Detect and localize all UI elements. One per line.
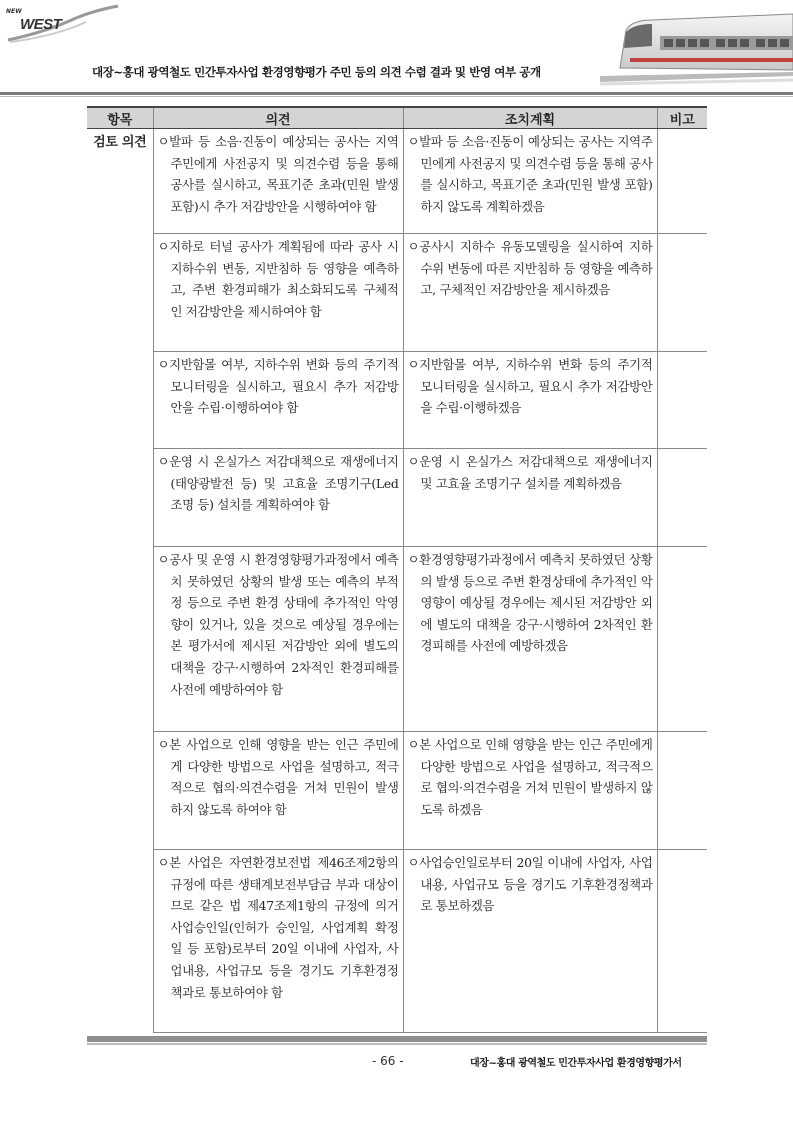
table-row: [87, 449, 707, 547]
table-row: [87, 850, 707, 1033]
plan-cell: ㅇ발파 등 소음·진동이 예상되는 공사는 지역주민에게 사전공지 및 의견수렴 등을 통해 공사를 실시하고, 목표기준 초과(민원 발생 포함)하지 않도록 계획하겠음: [403, 129, 657, 234]
document-title: 대장~홍대 광역철도 민간투자사업 환경영향평가 주민 등의 의견 수렴 결과 및 반영 여부 공개: [92, 65, 541, 79]
plan-cell: ㅇ환경영향평가과정에서 예측치 못하였던 상황의 발생 등으로 주변 환경상태에 추가적인 악영향이 예상될 경우에는 제시된 저감방안 외에 별도의 대책을 강구·시행하여 2차적인 환경피해를 사전에 예방하겠음: [403, 547, 657, 732]
train-icon: [600, 6, 793, 94]
opinion-cell: ㅇ운영 시 온실가스 저감대책으로 재생에너지(태양광발전 등) 및 고효율 조명기구(Led 조명 등) 설치를 계획하여야 함: [153, 449, 403, 547]
logo-new-text: NEW: [6, 8, 22, 15]
header-item: 항목: [87, 107, 153, 129]
opinion-cell: ㅇ공사 및 운영 시 환경영향평가과정에서 예측치 못하였던 상황의 발생 또는 예측의 부적정 등으로 주변 환경 상태에 추가적인 악영향이 있거나, 있을 것으로 예상될 경우에는 본 평가서에 제시된 저감방안 외에 별도의 대책을 강구·시행하여 2차적인 환경피해를 사전에 예방하여야 함: [153, 547, 403, 732]
plan-cell: ㅇ지반함몰 여부, 지하수위 변화 등의 주기적 모니터링을 실시하고, 필요시 추가 저감방안을 수립·이행하겠음: [403, 352, 657, 449]
plan-cell: ㅇ사업승인일로부터 20일 이내에 사업자, 사업내용, 사업규모 등을 경기도 기후환경정책과로 통보하겠음: [403, 850, 657, 1033]
category-cell: [87, 129, 153, 1033]
footer-title: 대장~홍대 광역철도 민간투자사업 환경영향평가서: [470, 1058, 682, 1069]
page-number: - 66 -: [372, 1054, 404, 1068]
table-row: [87, 547, 707, 732]
footer-rule-thin: [87, 1043, 707, 1045]
note-cell: [657, 547, 707, 732]
opinion-cell: ㅇ지반함몰 여부, 지하수위 변화 등의 주기적 모니터링을 실시하고, 필요시 추가 저감방안을 수립·이행하여야 함: [153, 352, 403, 449]
note-cell: [657, 352, 707, 449]
plan-cell: ㅇ운영 시 온실가스 저감대책으로 재생에너지 및 고효율 조명기구 설치를 계획하겠음: [403, 449, 657, 547]
opinion-table: [87, 106, 707, 1033]
note-cell: [657, 234, 707, 352]
table-row: [87, 352, 707, 449]
note-cell: [657, 732, 707, 850]
header-plan: 조치계획: [403, 107, 657, 129]
table-row: [87, 129, 707, 234]
footer-rule: [87, 1036, 707, 1042]
note-cell: [657, 449, 707, 547]
header-opinion: 의견: [153, 107, 403, 129]
plan-cell: ㅇ공사시 지하수 유동모델링을 실시하여 지하수위 변동에 따른 지반침하 등 영향을 예측하고, 구체적인 저감방안을 제시하겠음: [403, 234, 657, 352]
opinion-cell: ㅇ지하로 터널 공사가 계획됨에 따라 공사 시 지하수위 변동, 지반침하 등 영향을 예측하고, 주변 환경피해가 최소화되도록 구체적인 저감방안을 제시하여야 함: [153, 234, 403, 352]
table-row: [87, 732, 707, 850]
header-rule-thin: [0, 96, 793, 97]
note-cell: [657, 129, 707, 234]
logo-west-text: WEST: [20, 16, 62, 33]
header-note: 비고: [657, 107, 707, 129]
opinion-cell: ㅇ본 사업으로 인해 영향을 받는 인근 주민에게 다양한 방법으로 사업을 설명하고, 적극적으로 협의·의견수렴을 거쳐 민원이 발생하지 않도록 하여야 함: [153, 732, 403, 850]
opinion-cell: ㅇ본 사업은 자연환경보전법 제46조제2항의 규정에 따른 생태계보전부담금 부과 대상이므로 같은 법 제47조제1항의 규정에 의거 사업승인일(인허가 승인일, 사업계획 확정일 등 포함)로부터 20일 이내에 사업자, 사업내용, 사업규모 등을 경기도 기후환경정책과로 통보하여야 함: [153, 850, 403, 1033]
header-rule: [0, 92, 793, 95]
note-cell: [657, 850, 707, 1033]
plan-cell: ㅇ본 사업으로 인해 영향을 받는 인근 주민에게 다양한 방법으로 사업을 설명하고, 적극적으로 협의·의견수렴을 거쳐 민원이 발생하지 않도록 하겠음: [403, 732, 657, 850]
table-header-row: [87, 107, 707, 129]
category-label: 검토 의견: [93, 135, 147, 150]
table-row: [87, 234, 707, 352]
logo: [6, 4, 126, 44]
opinion-cell: ㅇ발파 등 소음·진동이 예상되는 공사는 지역주민에게 사전공지 및 의견수렴 등을 통해 공사를 실시하고, 목표기준 초과(민원 발생 포함)시 추가 저감방안을 시행하여야 함: [153, 129, 403, 234]
